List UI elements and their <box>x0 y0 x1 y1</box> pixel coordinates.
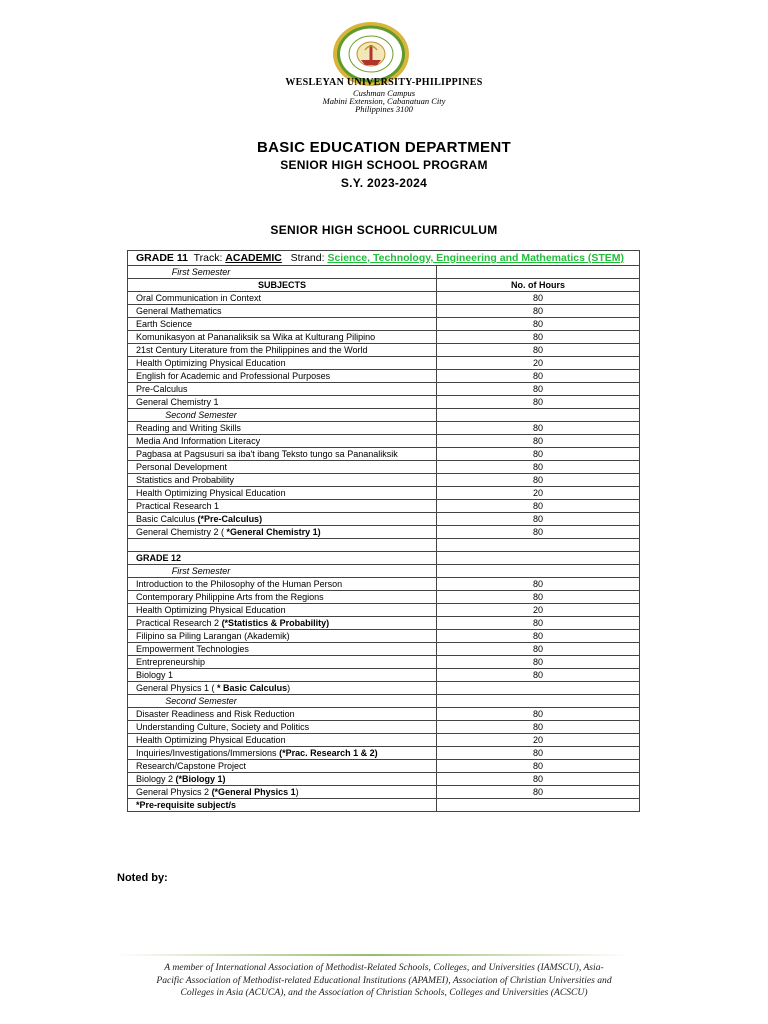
subject-row <box>128 396 640 409</box>
subject-hours: 80 <box>532 345 543 355</box>
subject-hours: 80 <box>532 631 543 641</box>
university-name: WESLEYAN UNIVERSITY-PHILIPPINES <box>285 77 483 88</box>
subject-row <box>128 591 640 604</box>
grade11-label: GRADE 11 <box>136 252 188 264</box>
subject-name: Filipino sa Piling Larangan (Akademik) <box>136 631 290 641</box>
subject-row <box>128 604 640 617</box>
prerequisite-close: ) <box>295 787 299 797</box>
subject-hours: 80 <box>532 293 543 303</box>
footer-line-1: A member of International Association of Methodist-Related Schools, Colleges, and Universities (IAMSCU), Asia- <box>164 962 604 973</box>
subject-row <box>128 643 640 656</box>
prerequisite: (*Biology 1) <box>175 774 226 784</box>
footnote-row <box>128 799 640 812</box>
subject-name: Statistics and Probability <box>136 475 235 485</box>
subject-hours: 80 <box>532 475 543 485</box>
subject-row <box>128 435 640 448</box>
empty-row <box>128 539 640 552</box>
prerequisite: *General Chemistry 1) <box>226 527 321 537</box>
subject-row <box>128 344 640 357</box>
subject-name: Empowerment Technologies <box>136 644 249 654</box>
subject-hours: 80 <box>532 592 543 602</box>
subject-row <box>128 305 640 318</box>
subject-hours: 80 <box>532 436 543 446</box>
subject-name: Media And Information Literacy <box>136 436 261 446</box>
grade12-header-row-text: GRADE 12 <box>136 553 182 563</box>
curriculum-table <box>127 250 640 812</box>
semester-label: Second Semester <box>165 410 237 420</box>
subject-hours: 80 <box>532 514 543 524</box>
subject-hours: 80 <box>532 449 543 459</box>
subject-row <box>128 656 640 669</box>
prerequisite: (*General Physics 1 <box>211 787 296 797</box>
subject-name: Disaster Readiness and Risk Reduction <box>136 709 295 719</box>
subject-name: Introduction to the Philosophy of the Human Person <box>136 579 343 589</box>
subject-hours: 80 <box>532 371 543 381</box>
subject-row <box>128 487 640 500</box>
subject-hours: 80 <box>532 774 543 784</box>
track-label: Track: <box>193 252 223 264</box>
subject-name: Health Optimizing Physical Education <box>136 358 286 368</box>
subject-row <box>128 734 640 747</box>
school-year: S.Y. 2023-2024 <box>340 176 428 190</box>
prerequisite: (*Prac. Research 1 & 2) <box>279 748 378 758</box>
strand-value: Science, Technology, Engineering and Mathematics (STEM) <box>327 252 625 264</box>
semester-row <box>128 266 640 279</box>
subject-row <box>128 318 640 331</box>
subject-row <box>128 773 640 786</box>
campus-address: Mabini Extension, Cabanatuan City <box>322 96 446 106</box>
footer-text <box>100 962 668 1000</box>
subject-row <box>128 630 640 643</box>
subject-row <box>128 682 640 695</box>
subject-name: Pagbasa at Pagsusuri sa iba't ibang Teksto tungo sa Pananaliksik <box>136 449 398 459</box>
semester-label: First Semester <box>171 566 231 576</box>
subject-hours: 80 <box>532 748 543 758</box>
subject-name: General Physics 2 <box>136 787 210 797</box>
subject-row <box>128 708 640 721</box>
semester-row <box>128 409 640 422</box>
column-header-row <box>128 279 640 292</box>
subject-row <box>128 357 640 370</box>
subject-hours: 80 <box>532 657 543 667</box>
subject-row <box>128 448 640 461</box>
subject-row <box>128 786 640 799</box>
semester-label: Second Semester <box>165 696 237 706</box>
subject-row <box>128 760 640 773</box>
hours-header: No. of Hours <box>437 279 640 292</box>
subject-row <box>128 292 640 305</box>
prerequisite-close: ) <box>287 683 291 693</box>
subject-name: English for Academic and Professional Purposes <box>136 371 331 381</box>
subject-row <box>128 747 640 760</box>
subject-name: Practical Research 1 <box>136 501 220 511</box>
footer-divider <box>115 952 630 958</box>
subject-hours: 80 <box>532 787 543 797</box>
subject-row <box>128 526 640 539</box>
track-value: ACADEMIC <box>225 252 282 264</box>
subject-name: Practical Research 2 <box>136 618 220 628</box>
subject-name: Health Optimizing Physical Education <box>136 488 286 498</box>
subject-row <box>128 422 640 435</box>
subject-row <box>128 474 640 487</box>
subject-hours: 80 <box>532 319 543 329</box>
campus-country: Philippines 3100 <box>355 104 413 114</box>
subject-hours: 80 <box>532 306 543 316</box>
subject-name: Contemporary Philippine Arts from the Regions <box>136 592 324 602</box>
semester-row <box>128 565 640 578</box>
subject-hours: 80 <box>532 618 543 628</box>
subject-hours: 80 <box>532 722 543 732</box>
subject-name: Understanding Culture, Society and Politics <box>136 722 310 732</box>
subject-hours: 20 <box>532 735 543 745</box>
grade11-header-row <box>128 251 640 266</box>
noted-by-label: Noted by: <box>117 872 168 884</box>
subject-hours: 80 <box>532 332 543 342</box>
subjects-header: SUBJECTS <box>128 279 437 292</box>
subject-row <box>128 513 640 526</box>
department-title: BASIC EDUCATION DEPARTMENT <box>257 139 511 156</box>
subject-name: Entrepreneurship <box>136 657 206 667</box>
subject-name: Health Optimizing Physical Education <box>136 735 286 745</box>
subject-row <box>128 669 640 682</box>
subject-name: Earth Science <box>136 319 193 329</box>
subject-name: Biology 2 <box>136 774 174 784</box>
subject-name: Pre-Calculus <box>136 384 188 394</box>
subject-name: General Chemistry 1 <box>136 397 219 407</box>
subject-row <box>128 500 640 513</box>
prerequisite: (*Statistics & Probability) <box>221 618 330 628</box>
subject-hours: 80 <box>532 501 543 511</box>
campus-name: Cushman Campus <box>352 88 416 98</box>
subject-hours: 80 <box>532 709 543 719</box>
footnote-row-text: *Pre-requisite subject/s <box>136 800 237 810</box>
subject-hours: 80 <box>532 761 543 771</box>
subject-row <box>128 370 640 383</box>
footer-line-2: Pacific Association of Methodist-related Educational Institutions (APAMEI), Association of Christian Universities and <box>156 974 612 986</box>
subject-name: Komunikasyon at Pananaliksik sa Wika at Kulturang Pilipino <box>136 332 376 342</box>
subject-hours: 80 <box>532 462 543 472</box>
subject-hours: 20 <box>532 358 543 368</box>
subject-name: Personal Development <box>136 462 228 472</box>
program-title: SENIOR HIGH SCHOOL PROGRAM <box>280 158 488 172</box>
subject-name: Inquiries/Investigations/Immersions <box>136 748 277 758</box>
subject-hours: 80 <box>532 579 543 589</box>
prerequisite: (*Pre-Calculus) <box>197 514 263 524</box>
footer-line-3: Colleges in Asia (ACUCA), and the Association of Christian Schools, Colleges and Universities (ACSCU) <box>180 987 588 998</box>
subject-row <box>128 383 640 396</box>
subject-name: Oral Communication in Context <box>136 293 262 303</box>
subject-name: General Physics 1 ( <box>136 683 215 693</box>
subject-row <box>128 461 640 474</box>
subject-name: Biology 1 <box>136 670 174 680</box>
subject-hours: 20 <box>532 488 543 498</box>
subject-name: General Mathematics <box>136 306 222 316</box>
subject-name: General Chemistry 2 ( <box>136 527 225 537</box>
strand-label: Strand: <box>290 252 325 264</box>
subject-name: Basic Calculus <box>136 514 196 524</box>
subject-name: Health Optimizing Physical Education <box>136 605 286 615</box>
subject-hours: 80 <box>532 527 543 537</box>
subject-name: 21st Century Literature from the Philippines and the World <box>136 345 368 355</box>
subject-hours: 80 <box>532 670 543 680</box>
subject-hours: 80 <box>532 423 543 433</box>
semester-row <box>128 695 640 708</box>
subject-hours: 20 <box>532 605 543 615</box>
subject-hours: 80 <box>532 397 543 407</box>
curriculum-title: SENIOR HIGH SCHOOL CURRICULUM <box>270 223 498 237</box>
subject-hours: 80 <box>532 384 543 394</box>
subject-row <box>128 721 640 734</box>
prerequisite: * Basic Calculus <box>217 683 288 693</box>
subject-hours: 80 <box>532 644 543 654</box>
subject-name: Reading and Writing Skills <box>136 423 241 433</box>
subject-row <box>128 331 640 344</box>
subject-row <box>128 617 640 630</box>
subject-name: Research/Capstone Project <box>136 761 247 771</box>
subject-row <box>128 578 640 591</box>
grade12-header-row <box>128 552 640 565</box>
first-semester-label: First Semester <box>128 266 437 279</box>
